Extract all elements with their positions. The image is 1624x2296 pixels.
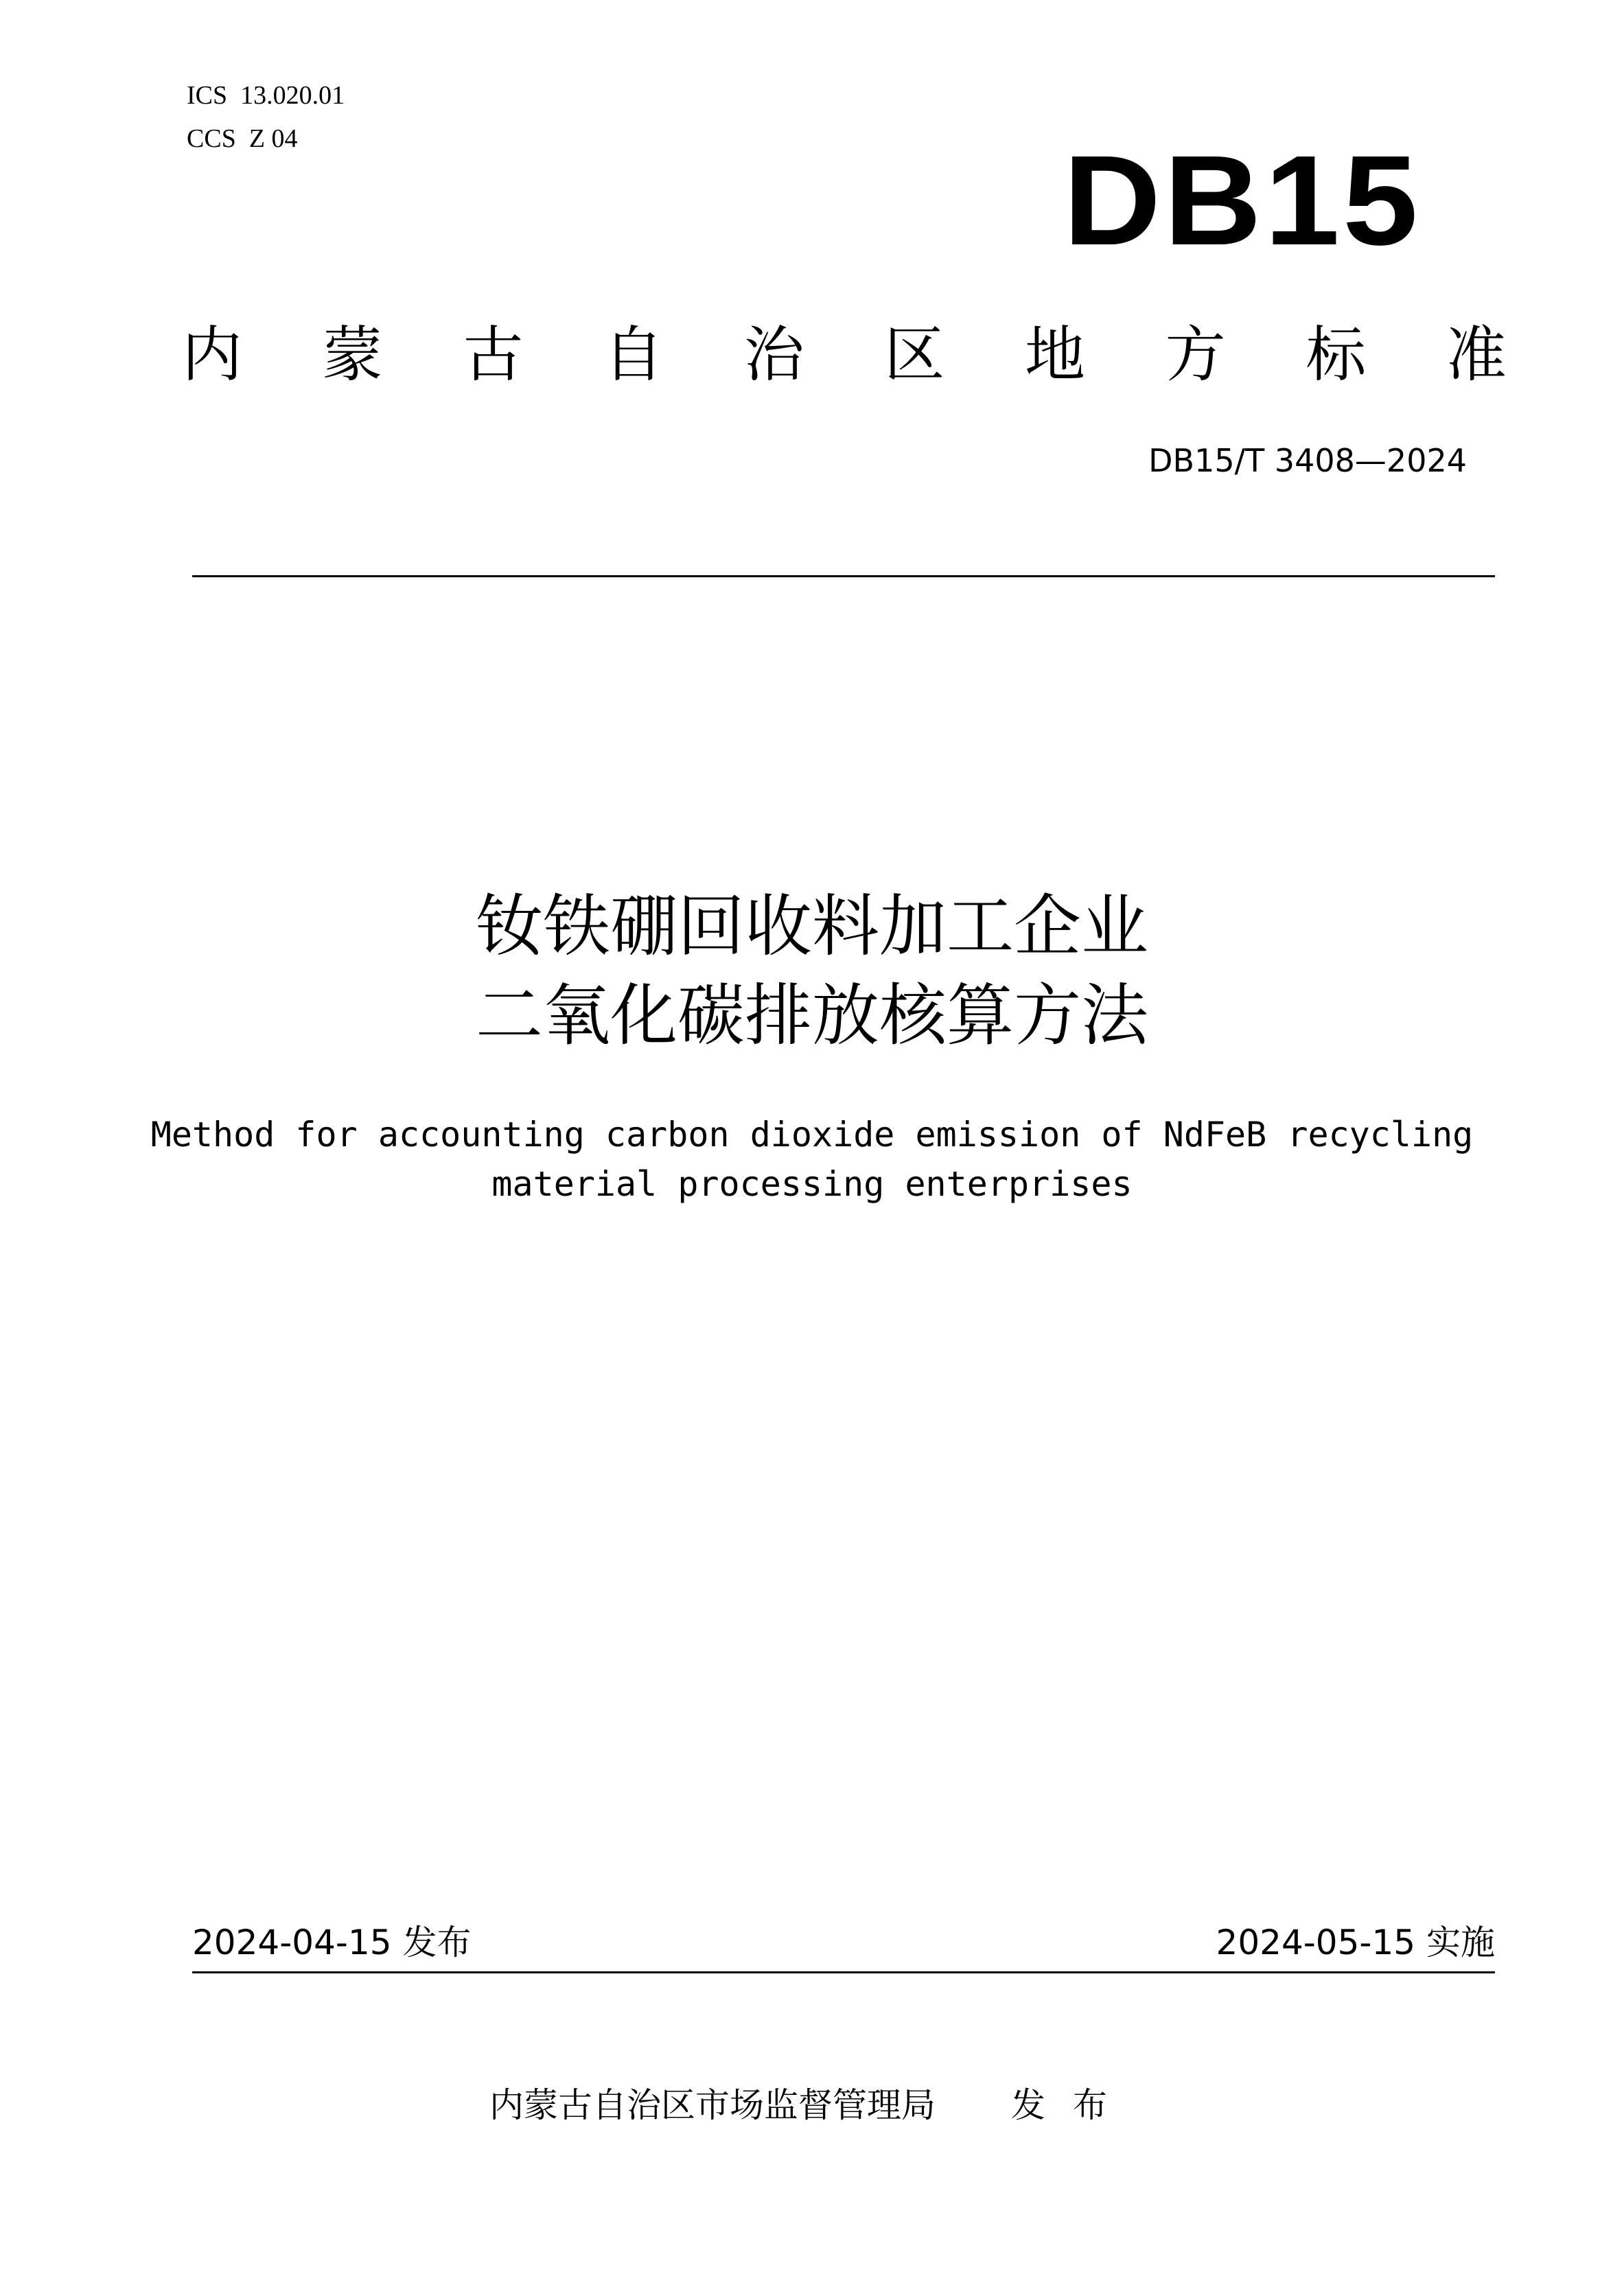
english-title-line-2: material processing enterprises xyxy=(491,1164,1133,1204)
top-divider xyxy=(192,575,1495,577)
local-standard-heading xyxy=(182,317,1507,393)
issuer-action: 发布 xyxy=(1011,2085,1135,2125)
heading-char: 治 xyxy=(743,319,804,390)
heading-char: 准 xyxy=(1446,319,1507,390)
heading-char: 蒙 xyxy=(322,319,383,390)
ccs-code: CCS Z 04 xyxy=(187,124,298,153)
heading-char: 内 xyxy=(182,319,243,390)
publish-date: 2024-04-15 发布 xyxy=(192,1923,472,1962)
chinese-title-line-1: 钕铁硼回收料加工企业 xyxy=(475,888,1148,966)
db15-logo: DB15 xyxy=(1063,130,1421,272)
issuer-name: 内蒙古自治区市场监督管理局 xyxy=(489,2085,936,2125)
ics-code: ICS 13.020.01 xyxy=(187,81,345,110)
chinese-title-line-2: 二氧化碳排放核算方法 xyxy=(475,977,1148,1055)
heading-char: 区 xyxy=(884,319,945,390)
heading-char: 标 xyxy=(1306,319,1367,390)
standard-number: DB15/T 3408—2024 xyxy=(1148,442,1467,479)
heading-char: 自 xyxy=(603,319,664,390)
heading-char: 古 xyxy=(463,319,524,390)
heading-char: 地 xyxy=(1024,319,1085,390)
implement-date: 2024-05-15 实施 xyxy=(1216,1923,1495,1962)
bottom-divider xyxy=(192,1971,1495,1973)
english-title-line-1: Method for accounting carbon dioxide emission of NdFeB recycling xyxy=(150,1115,1474,1155)
heading-char: 方 xyxy=(1165,319,1226,390)
issuer-line xyxy=(0,2083,1624,2127)
